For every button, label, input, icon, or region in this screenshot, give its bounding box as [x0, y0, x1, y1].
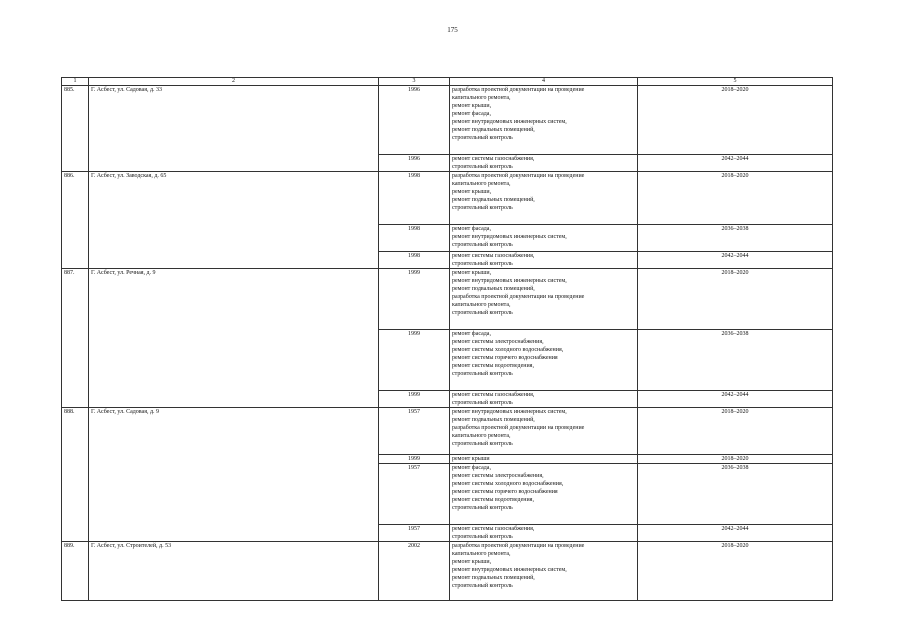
table-body [62, 78, 833, 601]
year-cell: 1998 [379, 172, 450, 225]
row-number: 886. [62, 172, 89, 269]
row-number: 887. [62, 269, 89, 408]
works-cell: разработка проектной документации на проведение капитального ремонта, ремонт крыши, ремонт внутридомовых инженерных систем, ремонт подвальных помещений, строительный контроль [450, 542, 638, 601]
year-cell: 1999 [379, 269, 450, 330]
row-number: 885. [62, 86, 89, 172]
page-number: 175 [447, 26, 458, 34]
year-cell: 1998 [379, 225, 450, 252]
works-cell: ремонт фасада, ремонт внутридомовых инженерных систем, строительный контроль [450, 225, 638, 252]
column-number: 3 [379, 78, 450, 86]
year-cell: 2002 [379, 542, 450, 601]
period-cell: 2042–2044 [638, 252, 833, 269]
year-cell: 1957 [379, 525, 450, 542]
year-cell: 1999 [379, 391, 450, 408]
row-number: 889. [62, 542, 89, 601]
repair-schedule-table [61, 77, 833, 601]
year-cell: 1999 [379, 330, 450, 391]
year-cell: 1999 [379, 455, 450, 464]
works-cell: разработка проектной документации на проведение капитального ремонта, ремонт крыши, ремонт фасада, ремонт внутридомовых инженерных систем, ремонт подвальных помещений, строительный контроль [450, 86, 638, 155]
works-cell: ремонт крыши, ремонт внутридомовых инженерных систем, ремонт подвальных помещений, разработка проектной документации на проведение капитального ремонта, строительный контроль [450, 269, 638, 330]
period-cell: 2036–2038 [638, 330, 833, 391]
works-cell: разработка проектной документации на проведение капитального ремонта, ремонт крыши, ремонт подвальных помещений, строительный контроль [450, 172, 638, 225]
year-cell: 1957 [379, 464, 450, 525]
address-cell: Г. Асбест, ул. Садовая, д. 9 [89, 408, 379, 542]
period-cell: 2018–2020 [638, 542, 833, 601]
table-row [62, 172, 833, 225]
period-cell: 2018–2020 [638, 408, 833, 455]
year-cell: 1996 [379, 86, 450, 155]
period-cell: 2036–2038 [638, 225, 833, 252]
year-cell: 1998 [379, 252, 450, 269]
column-number: 5 [638, 78, 833, 86]
period-cell: 2042–2044 [638, 155, 833, 172]
works-cell: ремонт системы газоснабжения, строительный контроль [450, 155, 638, 172]
table-row [62, 542, 833, 601]
address-cell: Г. Асбест, ул. Строителей, д. 53 [89, 542, 379, 601]
row-number: 888. [62, 408, 89, 542]
period-cell: 2042–2044 [638, 525, 833, 542]
year-cell: 1957 [379, 408, 450, 455]
works-cell: ремонт крыши [450, 455, 638, 464]
column-number: 4 [450, 78, 638, 86]
works-cell: ремонт системы газоснабжения, строительный контроль [450, 525, 638, 542]
works-cell: ремонт фасада, ремонт системы электроснабжения, ремонт системы холодного водоснабжения, ремонт системы горячего водоснабжения ремонт системы водоотведения, строительный контроль [450, 464, 638, 525]
address-cell: Г. Асбест, ул. Речная, д. 9 [89, 269, 379, 408]
period-cell: 2036–2038 [638, 464, 833, 525]
period-cell: 2018–2020 [638, 455, 833, 464]
period-cell: 2042–2044 [638, 391, 833, 408]
column-number: 2 [89, 78, 379, 86]
period-cell: 2018–2020 [638, 269, 833, 330]
table-row [62, 269, 833, 330]
works-cell: ремонт внутридомовых инженерных систем, ремонт подвальных помещений, разработка проектной документации на проведение капитального ремонта, строительный контроль [450, 408, 638, 455]
table-row [62, 86, 833, 155]
year-cell: 1996 [379, 155, 450, 172]
column-number: 1 [62, 78, 89, 86]
works-cell: ремонт фасада, ремонт системы электроснабжения, ремонт системы холодного водоснабжения, ремонт системы горячего водоснабжения ремонт системы водоотведения, строительный контроль [450, 330, 638, 391]
column-number-row [62, 78, 833, 86]
period-cell: 2018–2020 [638, 86, 833, 155]
address-cell: Г. Асбест, ул. Садовая, д. 33 [89, 86, 379, 172]
works-cell: ремонт системы газоснабжения, строительный контроль [450, 252, 638, 269]
table-row [62, 408, 833, 455]
period-cell: 2018–2020 [638, 172, 833, 225]
address-cell: Г. Асбест, ул. Заводская, д. 65 [89, 172, 379, 269]
works-cell: ремонт системы газоснабжения, строительный контроль [450, 391, 638, 408]
